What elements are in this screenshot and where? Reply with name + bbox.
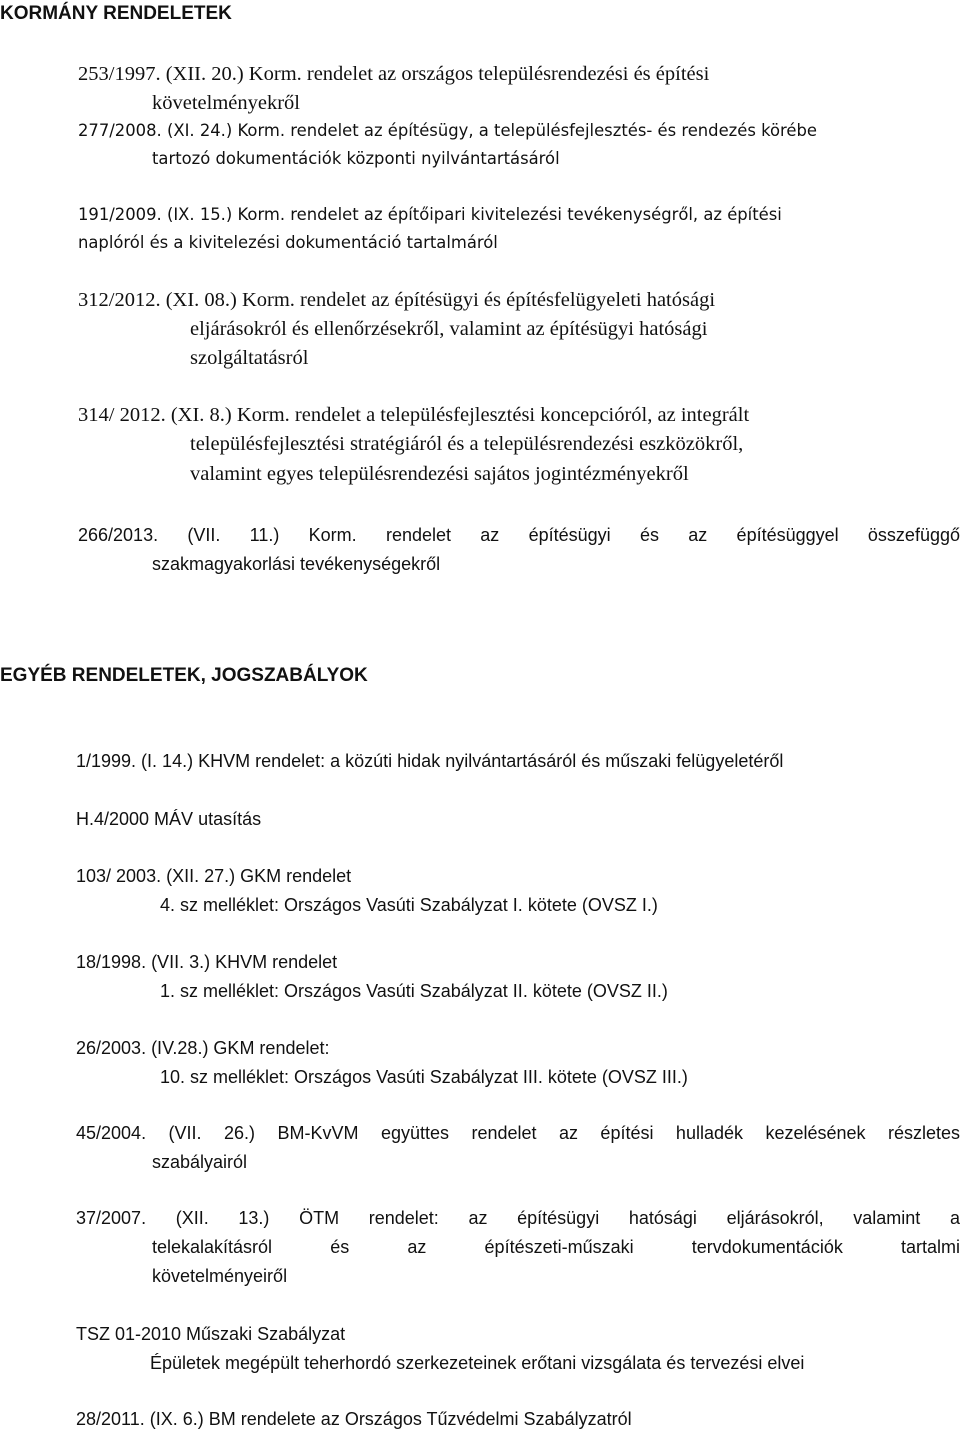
list-item-continuation: naplóról és a kivitelezési dokumentáció tartalmáról [78,233,498,252]
list-item-continuation: követelményeiről [152,1266,288,1286]
list-item-continuation: szolgáltatásról [190,347,309,369]
list-item-continuation: követelményekről [152,92,301,114]
list-item: 1/1999. (I. 14.) KHVM rendelet: a közúti hidak nyilvántartásáról és műszaki felügyeletéről [76,751,784,771]
list-item: 26/2003. (IV.28.) GKM rendelet: [76,1038,330,1058]
section-heading-korm: KORMÁNY RENDELETEK [0,3,232,24]
list-item: 314/ 2012. (XI. 8.) Korm. rendelet a településfejlesztési koncepcióról, az integrált [78,404,750,426]
list-item: 312/2012. (XI. 08.) Korm. rendelet az építésügyi és építésfelügyeleti hatósági [78,289,716,311]
list-item-continuation: 10. sz melléklet: Országos Vasúti Szabályzat III. kötete (OVSZ III.) [160,1067,688,1087]
list-item: 191/2009. (IX. 15.) Korm. rendelet az építőipari kivitelezési tevékenységről, az építési [78,205,782,224]
list-item-continuation: 4. sz melléklet: Országos Vasúti Szabályzat I. kötete (OVSZ I.) [160,895,658,915]
list-item: 37/2007. (XII. 13.) ÖTM rendelet: az építésügyi hatósági eljárásokról, valamint a [76,1208,960,1228]
list-item: 277/2008. (XI. 24.) Korm. rendelet az építésügy, a településfejlesztés- és rendezés körébe [78,121,817,140]
list-item-continuation: eljárásokról és ellenőrzésekről, valamint az építésügyi hatósági [190,318,708,340]
section-heading-egyeb: EGYÉB RENDELETEK, JOGSZABÁLYOK [0,665,368,686]
list-item-continuation: szabályairól [152,1152,248,1172]
list-item-continuation: szakmagyakorlási tevékenységekről [152,554,441,574]
list-item-continuation: településfejlesztési stratégiáról és a településrendezési eszközökről, [190,433,744,455]
list-item: 253/1997. (XII. 20.) Korm. rendelet az országos településrendezési és építési [78,63,710,85]
list-item-continuation: 1. sz melléklet: Országos Vasúti Szabályzat II. kötete (OVSZ II.) [160,981,668,1001]
list-item-continuation: tartozó dokumentációk központi nyilvántartásáról [152,149,560,168]
list-item-continuation: valamint egyes településrendezési sajátos jogintézményekről [190,463,689,485]
list-item: H.4/2000 MÁV utasítás [76,809,262,829]
list-item: TSZ 01-2010 Műszaki Szabályzat [76,1324,346,1344]
list-item: 266/2013. (VII. 11.) Korm. rendelet az építésügyi és az építésüggyel összefüggő [78,525,960,545]
list-item-continuation: telekalakításról és az építészeti-műszaki tervdokumentációk tartalmi [152,1237,960,1257]
list-item-continuation: Épületek megépült teherhordó szerkezeteinek erőtani vizsgálata és tervezési elvei [150,1353,805,1373]
list-item: 103/ 2003. (XII. 27.) GKM rendelet [76,866,352,886]
list-item: 28/2011. (IX. 6.) BM rendelete az Országos Tűzvédelmi Szabályzatról [76,1409,632,1429]
list-item: 45/2004. (VII. 26.) BM-KvVM együttes rendelet az építési hulladék kezelésének részletes [76,1123,960,1143]
list-item: 18/1998. (VII. 3.) KHVM rendelet [76,952,338,972]
